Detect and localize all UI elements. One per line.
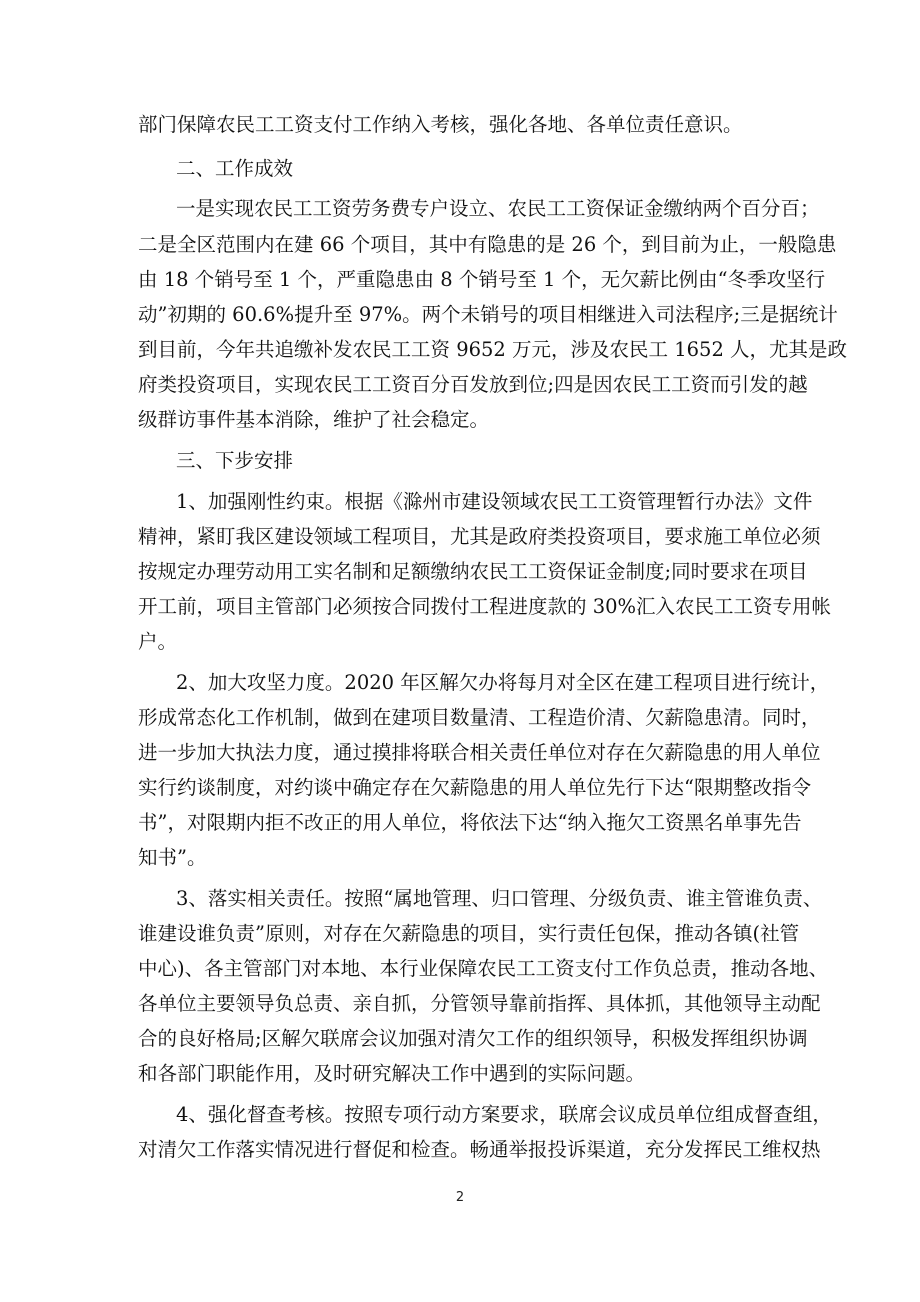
- text-line: 1、加强刚性约束。根据《滁州市建设领域农民工工资管理暂行办法》文件: [176, 490, 813, 513]
- text-line: 级群访事件基本消除，维护了社会稳定。: [138, 408, 490, 431]
- text-line: 2、加大攻坚力度。2020 年区解欠办将每月对全区在建工程项目进行统计，: [176, 671, 830, 694]
- text-line: 开工前，项目主管部门必须按合同拨付工程进度款的 30%汇入农民工工资专用帐: [138, 595, 832, 618]
- text-line: 谁建设谁负责”原则，对存在欠薪隐患的项目，实行责任包保，推动各镇(社管: [138, 922, 800, 945]
- text-line: 知书”。: [138, 846, 207, 869]
- text-line: 对清欠工作落实情况进行督促和检查。畅通举报投诉渠道，充分发挥民工维权热: [138, 1138, 821, 1161]
- text-line: 4、强化督查考核。按照专项行动方案要求，联席会议成员单位组成督查组，: [176, 1103, 832, 1126]
- text-line: 三、下步安排: [176, 449, 294, 472]
- text-line: 各单位主要领导负总责、亲自抓，分管领导靠前指挥、具体抓，其他领导主动配: [138, 992, 821, 1015]
- text-line: 合的良好格局;区解欠联席会议加强对清欠工作的组织领导，积极发挥组织协调: [138, 1027, 808, 1050]
- text-line: 实行约谈制度，对约谈中确定存在欠薪隐患的用人单位先行下达“限期整改指令: [138, 776, 811, 799]
- text-line: 精神，紧盯我区建设领域工程项目，尤其是政府类投资项目，要求施工单位必须: [138, 525, 821, 548]
- text-line: 到目前，今年共追缴补发农民工工资 9652 万元，涉及农民工 1652 人，尤其是政: [138, 338, 848, 361]
- page-number: 2: [455, 1190, 465, 1205]
- text-line: 由 18 个销号至 1 个，严重隐患由 8 个销号至 1 个，无欠薪比例由“冬季攻坚行: [138, 268, 826, 291]
- text-line: 按规定办理劳动用工实名制和足额缴纳农民工工资保证金制度;同时要求在项目: [138, 560, 808, 583]
- text-line: 进一步加大执法力度，通过摸排将联合相关责任单位对存在欠薪隐患的用人单位: [138, 741, 821, 764]
- text-line: 府类投资项目，实现农民工工资百分百发放到位;四是因农民工工资而引发的越: [138, 373, 808, 396]
- text-line: 一是实现农民工工资劳务费专户设立、农民工工资保证金缴纳两个百分百；: [176, 197, 820, 220]
- text-line: 户。: [138, 630, 178, 653]
- text-line: 部门保障农民工工资支付工作纳入考核，强化各地、各单位责任意识。: [138, 113, 743, 136]
- text-line: 二、工作成效: [176, 157, 294, 180]
- text-line: 形成常态化工作机制，做到在建项目数量清、工程造价清、欠薪隐患清。同时，: [138, 706, 821, 729]
- text-line: 书”，对限期内拒不改正的用人单位，将依法下达“纳入拖欠工资黑名单事先告: [138, 811, 802, 834]
- text-line: 3、落实相关责任。按照“属地管理、归口管理、分级负责、谁主管谁负责、: [176, 887, 823, 910]
- text-line: 动”初期的 60.6%提升至 97%。两个未销号的项目相继进入司法程序;三是据统计: [138, 303, 838, 326]
- text-line: 和各部门职能作用，及时研究解决工作中遇到的实际问题。: [138, 1062, 646, 1085]
- text-line: 二是全区范围内在建 66 个项目，其中有隐患的是 26 个，到目前为止，一般隐患: [138, 233, 837, 256]
- text-line: 中心)、各主管部门对本地、本行业保障农民工工资支付工作负总责，推动各地、: [138, 957, 829, 980]
